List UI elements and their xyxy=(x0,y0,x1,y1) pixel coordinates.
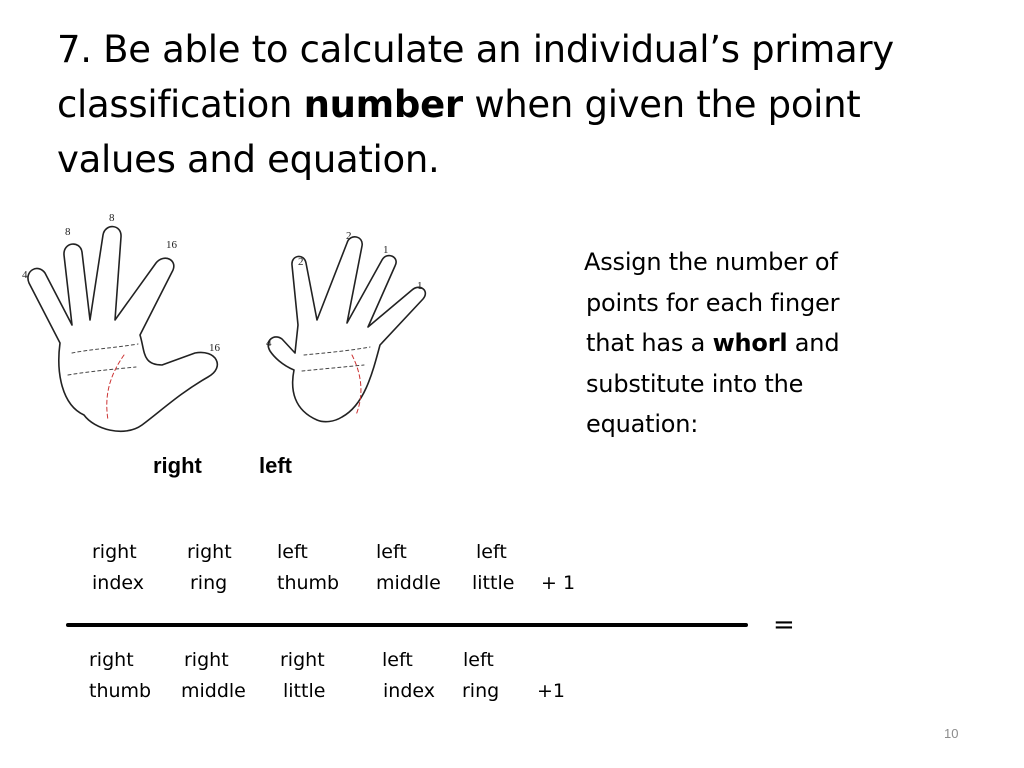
denominator-term-2-finger: middle xyxy=(181,680,246,702)
title-bold-number: number xyxy=(303,83,463,126)
left-hand-ring-value: 1 xyxy=(383,244,389,256)
instructions-line-3 xyxy=(586,323,906,364)
left-hand-index-value: 2 xyxy=(298,256,304,268)
fraction-bar xyxy=(66,623,748,627)
instructions-text xyxy=(586,242,906,445)
right-hand-index-value: 8 xyxy=(65,226,71,238)
right-hand-ring-value: 16 xyxy=(166,239,177,251)
denominator-term-3-hand: right xyxy=(280,649,325,671)
numerator-term-5-finger: little xyxy=(472,572,515,594)
numerator-term-1-finger: index xyxy=(92,572,144,594)
right-hand-thumb-value: 16 xyxy=(209,342,220,354)
instructions-bold-whorl: whorl xyxy=(712,329,788,357)
instructions-line-5: equation: xyxy=(586,410,699,438)
denominator-term-4-hand: left xyxy=(382,649,413,671)
title-line-2-end: when given the point xyxy=(462,83,861,126)
left-hand-little-value: 1 xyxy=(417,280,423,292)
slide-title xyxy=(57,22,957,187)
title-line-1: 7. Be able to calculate an individual’s primary xyxy=(57,28,894,71)
numerator-term-3-finger: thumb xyxy=(277,572,340,594)
instructions-line-1: Assign the number of xyxy=(584,248,838,276)
instructions-line-4: substitute into the xyxy=(586,369,804,398)
denominator-term-4-finger: index xyxy=(383,680,435,702)
title-line-2-start: classification xyxy=(57,83,304,126)
instructions-line-3-start: that has a xyxy=(586,329,713,357)
numerator-term-5-hand: left xyxy=(476,541,507,563)
page-number: 10 xyxy=(944,726,959,741)
right-hand-middle-value: 8 xyxy=(109,212,115,224)
right-hand-little-value: 4 xyxy=(22,269,28,281)
left-hand-outline xyxy=(268,237,425,422)
denominator-term-1-hand: right xyxy=(89,649,134,671)
numerator-term-4-finger: middle xyxy=(376,572,441,594)
numerator-term-4-hand: left xyxy=(376,541,407,563)
left-hand-thumb-value: 4 xyxy=(266,337,272,349)
left-hand-point-values xyxy=(266,230,423,349)
denominator-term-1-finger: thumb xyxy=(89,680,152,702)
numerator-term-2-finger: ring xyxy=(190,572,228,594)
title-line-3: values and equation. xyxy=(57,138,440,181)
left-hand-middle-value: 2 xyxy=(346,230,352,242)
left-hand-label: left xyxy=(259,453,292,478)
instructions-line-2: points for each finger xyxy=(586,288,840,317)
denominator-term-3-finger: little xyxy=(283,680,326,702)
denominator-term-5-hand: left xyxy=(463,649,494,671)
numerator-term-1-hand: right xyxy=(92,541,137,563)
numerator-term-2-hand: right xyxy=(187,541,232,563)
numerator-term-3-hand: left xyxy=(277,541,308,563)
denominator-term-2-hand: right xyxy=(184,649,229,671)
denominator-term-5-finger: ring xyxy=(462,680,500,702)
title-line-2 xyxy=(57,77,957,132)
instructions-line-3-end: and xyxy=(787,329,840,357)
right-hand-outline xyxy=(28,227,217,432)
hands-diagram xyxy=(12,205,462,445)
numerator-plus-one: + 1 xyxy=(541,572,576,594)
equals-sign: = xyxy=(773,610,795,640)
denominator-plus-one: +1 xyxy=(537,680,566,702)
right-hand-label: right xyxy=(153,453,202,478)
